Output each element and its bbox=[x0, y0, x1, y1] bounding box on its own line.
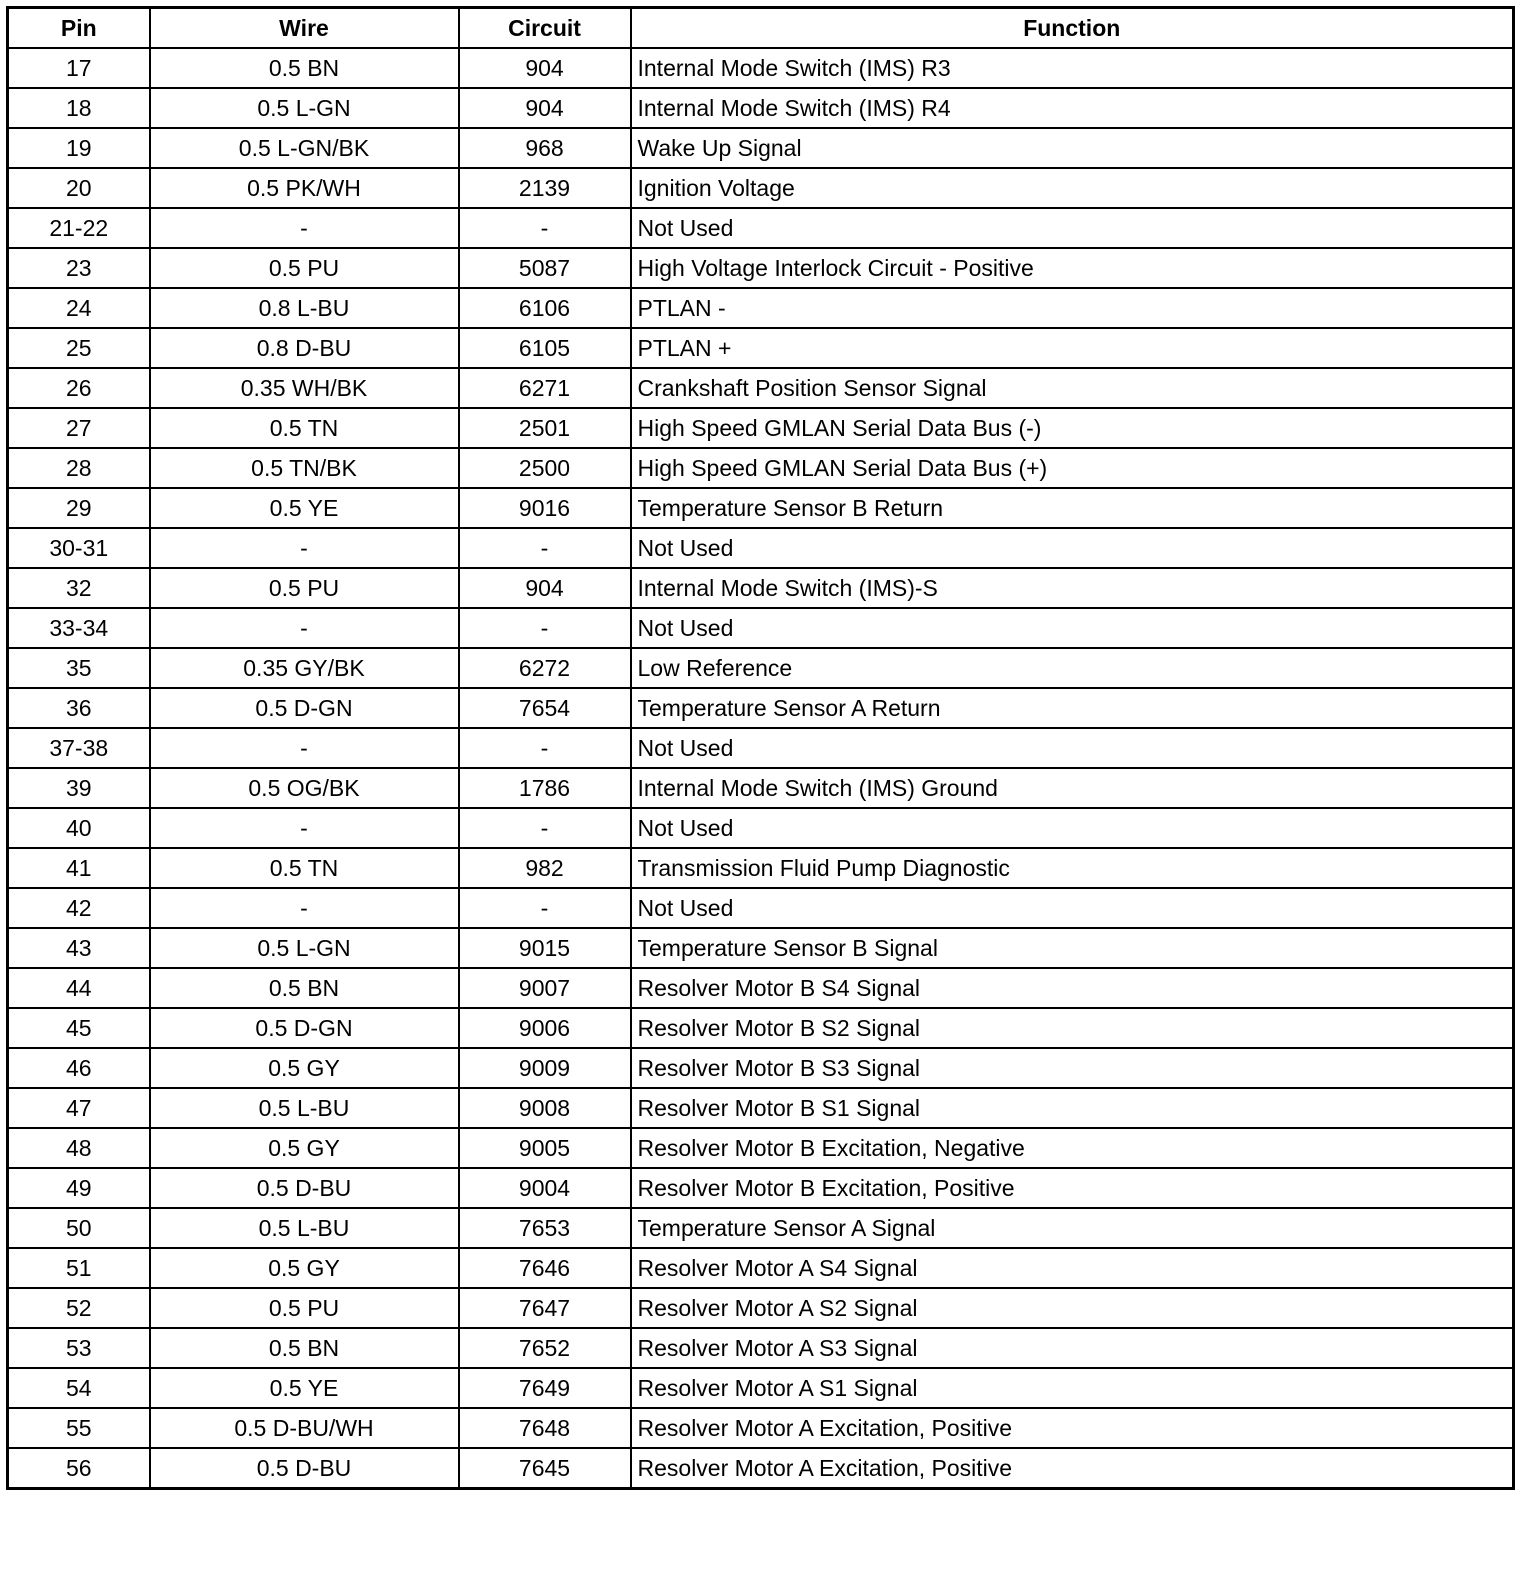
function-cell: Not Used bbox=[631, 208, 1514, 248]
wire-cell: 0.5 L-GN bbox=[150, 928, 459, 968]
wire-cell: 0.5 BN bbox=[150, 1328, 459, 1368]
function-cell: Resolver Motor B Excitation, Positive bbox=[631, 1168, 1514, 1208]
table-row bbox=[8, 648, 1514, 688]
circuit-cell: 968 bbox=[459, 128, 631, 168]
pin-cell: 46 bbox=[8, 1048, 150, 1088]
circuit-cell: 9009 bbox=[459, 1048, 631, 1088]
wire-cell: 0.5 YE bbox=[150, 488, 459, 528]
wire-cell: - bbox=[150, 728, 459, 768]
pin-cell: 17 bbox=[8, 48, 150, 88]
pin-cell: 25 bbox=[8, 328, 150, 368]
function-cell: Resolver Motor B S3 Signal bbox=[631, 1048, 1514, 1088]
table-row bbox=[8, 168, 1514, 208]
table-row bbox=[8, 328, 1514, 368]
pin-cell: 42 bbox=[8, 888, 150, 928]
circuit-cell: 7647 bbox=[459, 1288, 631, 1328]
circuit-cell: 9015 bbox=[459, 928, 631, 968]
circuit-cell: 9008 bbox=[459, 1088, 631, 1128]
circuit-cell: - bbox=[459, 888, 631, 928]
pin-cell: 47 bbox=[8, 1088, 150, 1128]
table-row bbox=[8, 1368, 1514, 1408]
table-row bbox=[8, 1328, 1514, 1368]
connector-pinout-table bbox=[6, 6, 1515, 1490]
function-cell: Transmission Fluid Pump Diagnostic bbox=[631, 848, 1514, 888]
circuit-cell: 5087 bbox=[459, 248, 631, 288]
pin-cell: 23 bbox=[8, 248, 150, 288]
wire-cell: 0.5 YE bbox=[150, 1368, 459, 1408]
wire-cell: 0.5 L-BU bbox=[150, 1088, 459, 1128]
table-row bbox=[8, 1048, 1514, 1088]
pin-cell: 33-34 bbox=[8, 608, 150, 648]
pin-cell: 50 bbox=[8, 1208, 150, 1248]
pin-cell: 36 bbox=[8, 688, 150, 728]
circuit-cell: 2500 bbox=[459, 448, 631, 488]
wire-cell: 0.5 PU bbox=[150, 568, 459, 608]
function-cell: Internal Mode Switch (IMS) Ground bbox=[631, 768, 1514, 808]
table-row bbox=[8, 968, 1514, 1008]
table-row bbox=[8, 608, 1514, 648]
circuit-cell: 6106 bbox=[459, 288, 631, 328]
pin-cell: 28 bbox=[8, 448, 150, 488]
circuit-cell: - bbox=[459, 728, 631, 768]
circuit-cell: - bbox=[459, 208, 631, 248]
circuit-cell: 9016 bbox=[459, 488, 631, 528]
wire-cell: - bbox=[150, 608, 459, 648]
pin-cell: 51 bbox=[8, 1248, 150, 1288]
function-cell: Wake Up Signal bbox=[631, 128, 1514, 168]
pin-cell: 30-31 bbox=[8, 528, 150, 568]
function-cell: Resolver Motor A S2 Signal bbox=[631, 1288, 1514, 1328]
table-row bbox=[8, 488, 1514, 528]
circuit-cell: 9005 bbox=[459, 1128, 631, 1168]
circuit-cell: 7653 bbox=[459, 1208, 631, 1248]
function-cell: Not Used bbox=[631, 608, 1514, 648]
table-row bbox=[8, 208, 1514, 248]
circuit-cell: 6271 bbox=[459, 368, 631, 408]
wire-column-header: Wire bbox=[150, 8, 459, 49]
function-cell: Temperature Sensor A Signal bbox=[631, 1208, 1514, 1248]
table-row bbox=[8, 248, 1514, 288]
function-cell: Not Used bbox=[631, 528, 1514, 568]
function-cell: Resolver Motor B S2 Signal bbox=[631, 1008, 1514, 1048]
pin-cell: 55 bbox=[8, 1408, 150, 1448]
pin-cell: 53 bbox=[8, 1328, 150, 1368]
table-row bbox=[8, 48, 1514, 88]
function-cell: Temperature Sensor B Signal bbox=[631, 928, 1514, 968]
pin-cell: 21-22 bbox=[8, 208, 150, 248]
function-cell: Resolver Motor A S3 Signal bbox=[631, 1328, 1514, 1368]
pin-cell: 39 bbox=[8, 768, 150, 808]
table-row bbox=[8, 1008, 1514, 1048]
wire-cell: 0.5 TN bbox=[150, 408, 459, 448]
wire-cell: 0.5 PU bbox=[150, 1288, 459, 1328]
table-row bbox=[8, 408, 1514, 448]
table-row bbox=[8, 888, 1514, 928]
wire-cell: 0.5 BN bbox=[150, 48, 459, 88]
function-cell: High Speed GMLAN Serial Data Bus (-) bbox=[631, 408, 1514, 448]
table-row bbox=[8, 368, 1514, 408]
function-cell: Resolver Motor A S4 Signal bbox=[631, 1248, 1514, 1288]
table-row bbox=[8, 1288, 1514, 1328]
circuit-cell: 982 bbox=[459, 848, 631, 888]
circuit-cell: 904 bbox=[459, 48, 631, 88]
wire-cell: - bbox=[150, 808, 459, 848]
wire-cell: 0.35 WH/BK bbox=[150, 368, 459, 408]
wire-cell: 0.5 OG/BK bbox=[150, 768, 459, 808]
circuit-cell: 9007 bbox=[459, 968, 631, 1008]
function-cell: Crankshaft Position Sensor Signal bbox=[631, 368, 1514, 408]
wire-cell: 0.5 L-GN/BK bbox=[150, 128, 459, 168]
pin-cell: 37-38 bbox=[8, 728, 150, 768]
wire-cell: 0.5 D-BU bbox=[150, 1168, 459, 1208]
circuit-cell: 904 bbox=[459, 568, 631, 608]
circuit-cell: - bbox=[459, 528, 631, 568]
wire-cell: 0.5 PU bbox=[150, 248, 459, 288]
circuit-cell: 9004 bbox=[459, 1168, 631, 1208]
wire-cell: 0.5 BN bbox=[150, 968, 459, 1008]
function-cell: Not Used bbox=[631, 808, 1514, 848]
pin-cell: 49 bbox=[8, 1168, 150, 1208]
table-row bbox=[8, 688, 1514, 728]
table-row bbox=[8, 288, 1514, 328]
wire-cell: 0.5 PK/WH bbox=[150, 168, 459, 208]
function-cell: Internal Mode Switch (IMS)-S bbox=[631, 568, 1514, 608]
wire-cell: 0.5 D-BU bbox=[150, 1448, 459, 1489]
wire-cell: - bbox=[150, 528, 459, 568]
table-row bbox=[8, 728, 1514, 768]
function-cell: Resolver Motor B Excitation, Negative bbox=[631, 1128, 1514, 1168]
wire-cell: 0.8 L-BU bbox=[150, 288, 459, 328]
wire-cell: - bbox=[150, 208, 459, 248]
circuit-cell: 7648 bbox=[459, 1408, 631, 1448]
pin-cell: 56 bbox=[8, 1448, 150, 1489]
wire-cell: 0.5 L-GN bbox=[150, 88, 459, 128]
circuit-cell: 6272 bbox=[459, 648, 631, 688]
wire-cell: 0.5 D-BU/WH bbox=[150, 1408, 459, 1448]
circuit-cell: 6105 bbox=[459, 328, 631, 368]
pin-cell: 24 bbox=[8, 288, 150, 328]
table-row bbox=[8, 848, 1514, 888]
pin-column-header: Pin bbox=[8, 8, 150, 49]
pin-cell: 43 bbox=[8, 928, 150, 968]
function-cell: Internal Mode Switch (IMS) R3 bbox=[631, 48, 1514, 88]
pin-cell: 45 bbox=[8, 1008, 150, 1048]
circuit-column-header: Circuit bbox=[459, 8, 631, 49]
table-row bbox=[8, 768, 1514, 808]
circuit-cell: 7645 bbox=[459, 1448, 631, 1489]
header-row bbox=[8, 8, 1514, 49]
wire-cell: 0.5 D-GN bbox=[150, 688, 459, 728]
function-cell: Low Reference bbox=[631, 648, 1514, 688]
wire-cell: 0.5 L-BU bbox=[150, 1208, 459, 1248]
wire-cell: - bbox=[150, 888, 459, 928]
function-cell: Not Used bbox=[631, 728, 1514, 768]
table-row bbox=[8, 1128, 1514, 1168]
wire-cell: 0.5 GY bbox=[150, 1248, 459, 1288]
wire-cell: 0.5 TN bbox=[150, 848, 459, 888]
table-row bbox=[8, 1088, 1514, 1128]
function-cell: Resolver Motor A Excitation, Positive bbox=[631, 1408, 1514, 1448]
function-cell: PTLAN - bbox=[631, 288, 1514, 328]
pin-cell: 27 bbox=[8, 408, 150, 448]
pin-cell: 18 bbox=[8, 88, 150, 128]
circuit-cell: 904 bbox=[459, 88, 631, 128]
function-cell: Resolver Motor B S4 Signal bbox=[631, 968, 1514, 1008]
table-row bbox=[8, 88, 1514, 128]
circuit-cell: 2139 bbox=[459, 168, 631, 208]
pin-cell: 19 bbox=[8, 128, 150, 168]
wire-cell: 0.5 GY bbox=[150, 1128, 459, 1168]
function-cell: Internal Mode Switch (IMS) R4 bbox=[631, 88, 1514, 128]
circuit-cell: 7654 bbox=[459, 688, 631, 728]
pin-cell: 54 bbox=[8, 1368, 150, 1408]
wire-cell: 0.5 GY bbox=[150, 1048, 459, 1088]
circuit-cell: - bbox=[459, 808, 631, 848]
function-column-header: Function bbox=[631, 8, 1514, 49]
table-row bbox=[8, 1248, 1514, 1288]
table-row bbox=[8, 1168, 1514, 1208]
pin-cell: 29 bbox=[8, 488, 150, 528]
function-cell: Resolver Motor A Excitation, Positive bbox=[631, 1448, 1514, 1489]
circuit-cell: 2501 bbox=[459, 408, 631, 448]
pin-cell: 48 bbox=[8, 1128, 150, 1168]
table-row bbox=[8, 808, 1514, 848]
circuit-cell: - bbox=[459, 608, 631, 648]
table-row bbox=[8, 928, 1514, 968]
pin-cell: 52 bbox=[8, 1288, 150, 1328]
function-cell: PTLAN + bbox=[631, 328, 1514, 368]
wire-cell: 0.5 TN/BK bbox=[150, 448, 459, 488]
pin-cell: 40 bbox=[8, 808, 150, 848]
pin-cell: 35 bbox=[8, 648, 150, 688]
wire-cell: 0.5 D-GN bbox=[150, 1008, 459, 1048]
pin-cell: 32 bbox=[8, 568, 150, 608]
function-cell: High Speed GMLAN Serial Data Bus (+) bbox=[631, 448, 1514, 488]
circuit-cell: 7649 bbox=[459, 1368, 631, 1408]
table-row bbox=[8, 528, 1514, 568]
table-row bbox=[8, 568, 1514, 608]
function-cell: Temperature Sensor B Return bbox=[631, 488, 1514, 528]
circuit-cell: 9006 bbox=[459, 1008, 631, 1048]
pin-cell: 26 bbox=[8, 368, 150, 408]
function-cell: Ignition Voltage bbox=[631, 168, 1514, 208]
pin-cell: 41 bbox=[8, 848, 150, 888]
table-row bbox=[8, 128, 1514, 168]
table-row bbox=[8, 1448, 1514, 1489]
function-cell: High Voltage Interlock Circuit - Positive bbox=[631, 248, 1514, 288]
function-cell: Resolver Motor A S1 Signal bbox=[631, 1368, 1514, 1408]
function-cell: Not Used bbox=[631, 888, 1514, 928]
wire-cell: 0.8 D-BU bbox=[150, 328, 459, 368]
table-row bbox=[8, 1208, 1514, 1248]
function-cell: Resolver Motor B S1 Signal bbox=[631, 1088, 1514, 1128]
table-row bbox=[8, 448, 1514, 488]
circuit-cell: 7646 bbox=[459, 1248, 631, 1288]
table-row bbox=[8, 1408, 1514, 1448]
circuit-cell: 1786 bbox=[459, 768, 631, 808]
function-cell: Temperature Sensor A Return bbox=[631, 688, 1514, 728]
pin-cell: 44 bbox=[8, 968, 150, 1008]
wire-cell: 0.35 GY/BK bbox=[150, 648, 459, 688]
pin-cell: 20 bbox=[8, 168, 150, 208]
circuit-cell: 7652 bbox=[459, 1328, 631, 1368]
